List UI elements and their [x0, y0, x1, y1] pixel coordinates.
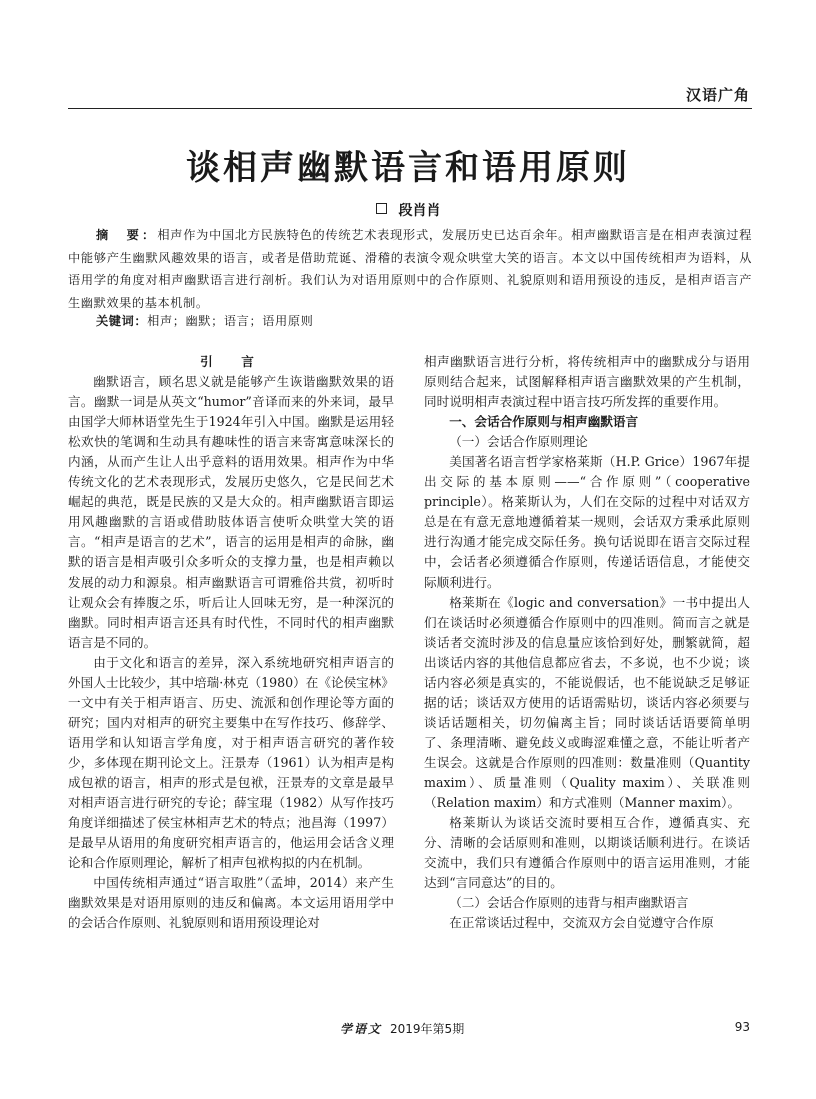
keywords-label: 关键词：	[96, 314, 148, 328]
abstract-label: 摘 要：	[96, 228, 158, 242]
journal-issue: 2019年第5期	[390, 1022, 465, 1036]
subsection-heading: （二）会话合作原则的违背与相声幽默语言	[449, 895, 689, 911]
body-paragraph: 中国传统相声通过“语言取胜”（孟坤，2014）来产生幽默效果是对语用原则的违反和偏离。本文运用语用学中的会话合作原则、礼貌原则和语用预设理论对	[68, 875, 394, 931]
section-tag: 汉语广角	[685, 86, 750, 104]
square-marker-icon	[376, 203, 387, 214]
page-number: 93	[734, 1020, 750, 1034]
left-column	[68, 352, 394, 933]
author-line	[0, 200, 816, 220]
body-paragraph: 美国著名语言哲学家格莱斯（H.P. Grice）1967年提出交际的基本原则——“合作原则”（cooperative principle）。格莱斯认为，人们在交际的过程中对话双方总是在有意无意地遵循着某一规则，会话双方秉承此原则进行沟通才能完成交际任务。换句话说即在语言交际过程中，会话者必须遵循合作原则，传递话语信息，才能使交际顺利进行。	[424, 454, 750, 590]
author-name: 段肖肖	[398, 203, 441, 219]
subsection-heading: （一）会话合作原则理论	[449, 434, 588, 450]
article-title: 谈相声幽默语言和语用原则	[186, 148, 630, 188]
body-paragraph: 格莱斯认为谈话交流时要相互合作，遵循真实、充分、清晰的会话原则和准则，以期谈话顺利进行。在谈话交流中，我们只有遵循合作原则中的语言运用准则，才能达到“言同意达”的目的。	[424, 815, 750, 891]
abstract-text: 相声作为中国北方民族特色的传统艺术表现形式，发展历史已达百余年。相声幽默语言是在相声表演过程中能够产生幽默风趣效果的语言，或者是借助荒诞、滑稽的表演令观众哄堂大笑的语言。本文以中国传统相声为语料，从语用学的角度对相声幽默语言进行剖析。我们认为对语用原则中的合作原则、礼貌原则和语用预设的违反，是相声语言产生幽默效果的基本机制。	[68, 228, 752, 310]
header-rule	[68, 108, 752, 109]
body-paragraph: 由于文化和语言的差异，深入系统地研究相声语言的外国人士比较少，其中培瑞·林克（1980）在《论侯宝林》一文中有关于相声语言、历史、流派和创作理论等方面的研究；国内对相声的研究主要集中在写作技巧、修辞学、语用学和认知语言学角度，对于相声语言研究的著作较少，多体现在期刊论文上。汪景寿（1961）认为相声是构成包袱的语言，相声的形式是包袱，汪景寿的文章是最早对相声语言进行研究的专论；薛宝琨（1982）从写作技巧角度详细描述了侯宝林相声艺术的特点；池昌海（1997）是最早从语用的角度研究相声语言的，他运用会话含义理论和合作原则理论，解析了相声包袱构拟的内在机制。	[68, 654, 394, 871]
body-paragraph: 幽默语言，顾名思义就是能够产生诙谐幽默效果的语言。幽默一词是从英文“humor”音译而来的外来词，最早由国学大师林语堂先生于1924年引入中国。幽默是运用轻松欢快的笔调和生动具有趣味性的语言来寄寓意味深长的内涵，从而产生让人出乎意料的语用效果。相声作为中华传统文化的艺术表现形式，发展历史悠久，它是民间艺术崛起的典范，既是民族的又是大众的。相声幽默语言即运用风趣幽默的言语或借助肢体语言使听众哄堂大笑的语言。“相声是语言的艺术”，语言的运用是相声的命脉，幽默的语言是相声吸引众多听众的支撑力量，也是相声赖以发展的动力和源泉。相声幽默语言可谓雅俗共赏，初听时让观众会有捧腹之乐，听后让人回味无穷，是一种深沉的幽默。同时相声语言还具有时代性，不同时代的相声幽默语言是不同的。	[68, 374, 394, 650]
section-heading: 一、会话合作原则与相声幽默语言	[449, 414, 639, 430]
intro-heading: 引 言	[200, 354, 262, 369]
page-footer	[0, 1020, 816, 1040]
body-paragraph: 格莱斯在《logic and conversation》一书中提出人们在谈话时必须遵循合作原则中的四准则。简而言之就是谈话者交流时涉及的信息量应该恰到好处，删繁就简，超出谈话内容的其他信息都应省去，不多说，也不少说；谈话内容必须是真实的，不能说假话，也不能说缺乏足够证据的话；谈话双方使用的话语需贴切，谈话内容必须要与谈话话题相关，切勿偏离主旨；同时谈话话语要简单明了、条理清晰、避免歧义或晦涩难懂之意，不能让听者产生误会。这就是合作原则的四准则：数量准则（Quantity maxim）、质量准则（Quality maxim）、关联准则（Relation maxim）和方式准则（Manner maxim）。	[424, 594, 750, 811]
right-column	[424, 352, 750, 933]
journal-name: 学语文	[340, 1022, 383, 1036]
keywords	[96, 312, 313, 329]
journal-info	[340, 1020, 464, 1037]
body-paragraph: 在正常谈话过程中，交流双方会自觉遵守合作原	[449, 915, 714, 931]
abstract	[68, 224, 752, 314]
keywords-text: 相声；幽默；语言；语用原则	[147, 314, 314, 328]
body-paragraph: 相声幽默语言进行分析，将传统相声中的幽默成分与语用原则结合起来，试图解释相声语言幽默效果的产生机制，同时说明相声表演过程中语言技巧所发挥的重要作用。	[424, 354, 750, 410]
